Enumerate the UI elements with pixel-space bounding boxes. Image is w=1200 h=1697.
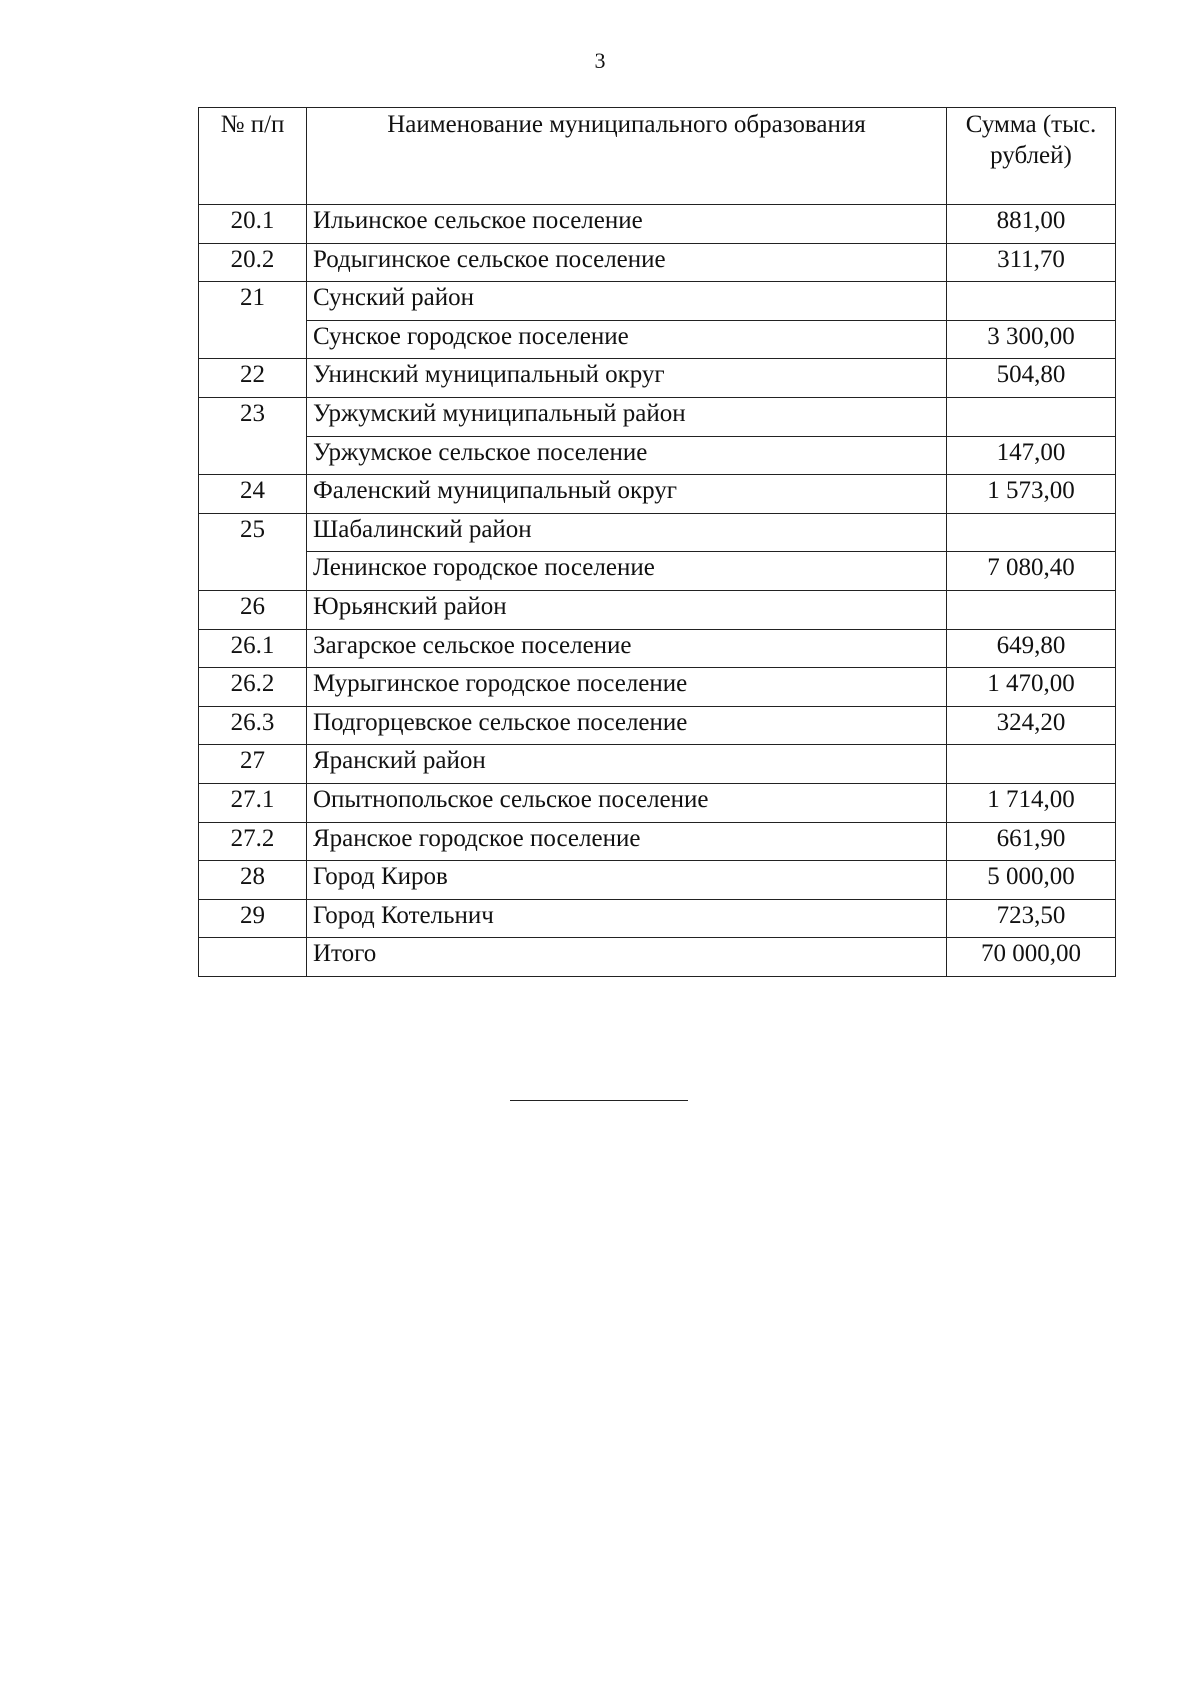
row-sum: 1 714,00 [947, 783, 1116, 822]
row-name: Ленинское городское поселение [307, 552, 947, 591]
table-row [199, 436, 1116, 475]
row-name: Шабалинский район [307, 513, 947, 552]
row-name: Опытнопольское сельское поселение [307, 783, 947, 822]
row-sum: 881,00 [947, 205, 1116, 244]
allocation-table [198, 107, 1116, 977]
row-number: 21 [199, 282, 307, 359]
row-name: Сунское городское поселение [307, 320, 947, 359]
row-sum: 5 000,00 [947, 861, 1116, 900]
row-sum: 324,20 [947, 706, 1116, 745]
header-name: Наименование муниципального образования [307, 108, 947, 205]
row-sum [947, 282, 1116, 321]
table-row [199, 243, 1116, 282]
row-name: Город Котельнич [307, 899, 947, 938]
row-name: Уржумский муниципальный район [307, 397, 947, 436]
row-number: 24 [199, 475, 307, 514]
table-row [199, 359, 1116, 398]
table-body [199, 205, 1116, 977]
row-sum: 1 470,00 [947, 668, 1116, 707]
row-name: Итого [307, 938, 947, 977]
row-sum: 70 000,00 [947, 938, 1116, 977]
row-number: 20.1 [199, 205, 307, 244]
table-row [199, 282, 1116, 321]
table-row [199, 668, 1116, 707]
row-number: 27 [199, 745, 307, 784]
row-name: Подгорцевское сельское поселение [307, 706, 947, 745]
closing-separator-line [510, 1100, 688, 1101]
row-sum [947, 590, 1116, 629]
row-sum: 311,70 [947, 243, 1116, 282]
table-row [199, 745, 1116, 784]
row-name: Фаленский муниципальный округ [307, 475, 947, 514]
row-name: Сунский район [307, 282, 947, 321]
row-sum [947, 745, 1116, 784]
table-row [199, 205, 1116, 244]
row-number: 23 [199, 397, 307, 474]
row-name: Мурыгинское городское поселение [307, 668, 947, 707]
row-sum: 649,80 [947, 629, 1116, 668]
row-number: 29 [199, 899, 307, 938]
row-sum: 7 080,40 [947, 552, 1116, 591]
row-number [199, 938, 307, 977]
row-number: 20.2 [199, 243, 307, 282]
row-name: Яранский район [307, 745, 947, 784]
table-row [199, 783, 1116, 822]
row-number: 22 [199, 359, 307, 398]
row-sum: 661,90 [947, 822, 1116, 861]
row-number: 26.1 [199, 629, 307, 668]
table-row [199, 706, 1116, 745]
row-name: Уржумское сельское поселение [307, 436, 947, 475]
row-sum: 1 573,00 [947, 475, 1116, 514]
table-row [199, 320, 1116, 359]
table-row [199, 552, 1116, 591]
table-row [199, 629, 1116, 668]
row-sum [947, 513, 1116, 552]
table-row [199, 513, 1116, 552]
table-row [199, 475, 1116, 514]
row-sum: 504,80 [947, 359, 1116, 398]
row-name: Унинский муниципальный округ [307, 359, 947, 398]
table-row [199, 899, 1116, 938]
row-number: 27.2 [199, 822, 307, 861]
row-name: Родыгинское сельское поселение [307, 243, 947, 282]
row-name: Ильинское сельское поселение [307, 205, 947, 244]
row-sum: 723,50 [947, 899, 1116, 938]
row-sum: 3 300,00 [947, 320, 1116, 359]
row-name: Яранское городское поселение [307, 822, 947, 861]
row-number: 28 [199, 861, 307, 900]
header-number: № п/п [199, 108, 307, 205]
row-sum: 147,00 [947, 436, 1116, 475]
table-header-row [199, 108, 1116, 205]
row-name: Юрьянский район [307, 590, 947, 629]
row-name: Загарское сельское поселение [307, 629, 947, 668]
row-number: 27.1 [199, 783, 307, 822]
page-number: 3 [594, 48, 606, 73]
row-number: 26 [199, 590, 307, 629]
table-row [199, 590, 1116, 629]
header-sum: Сумма (тыс. рублей) [947, 108, 1116, 205]
total-row [199, 938, 1116, 977]
row-sum [947, 397, 1116, 436]
row-name: Город Киров [307, 861, 947, 900]
table-row [199, 397, 1116, 436]
row-number: 26.2 [199, 668, 307, 707]
row-number: 25 [199, 513, 307, 590]
table-row [199, 861, 1116, 900]
row-number: 26.3 [199, 706, 307, 745]
table-row [199, 822, 1116, 861]
